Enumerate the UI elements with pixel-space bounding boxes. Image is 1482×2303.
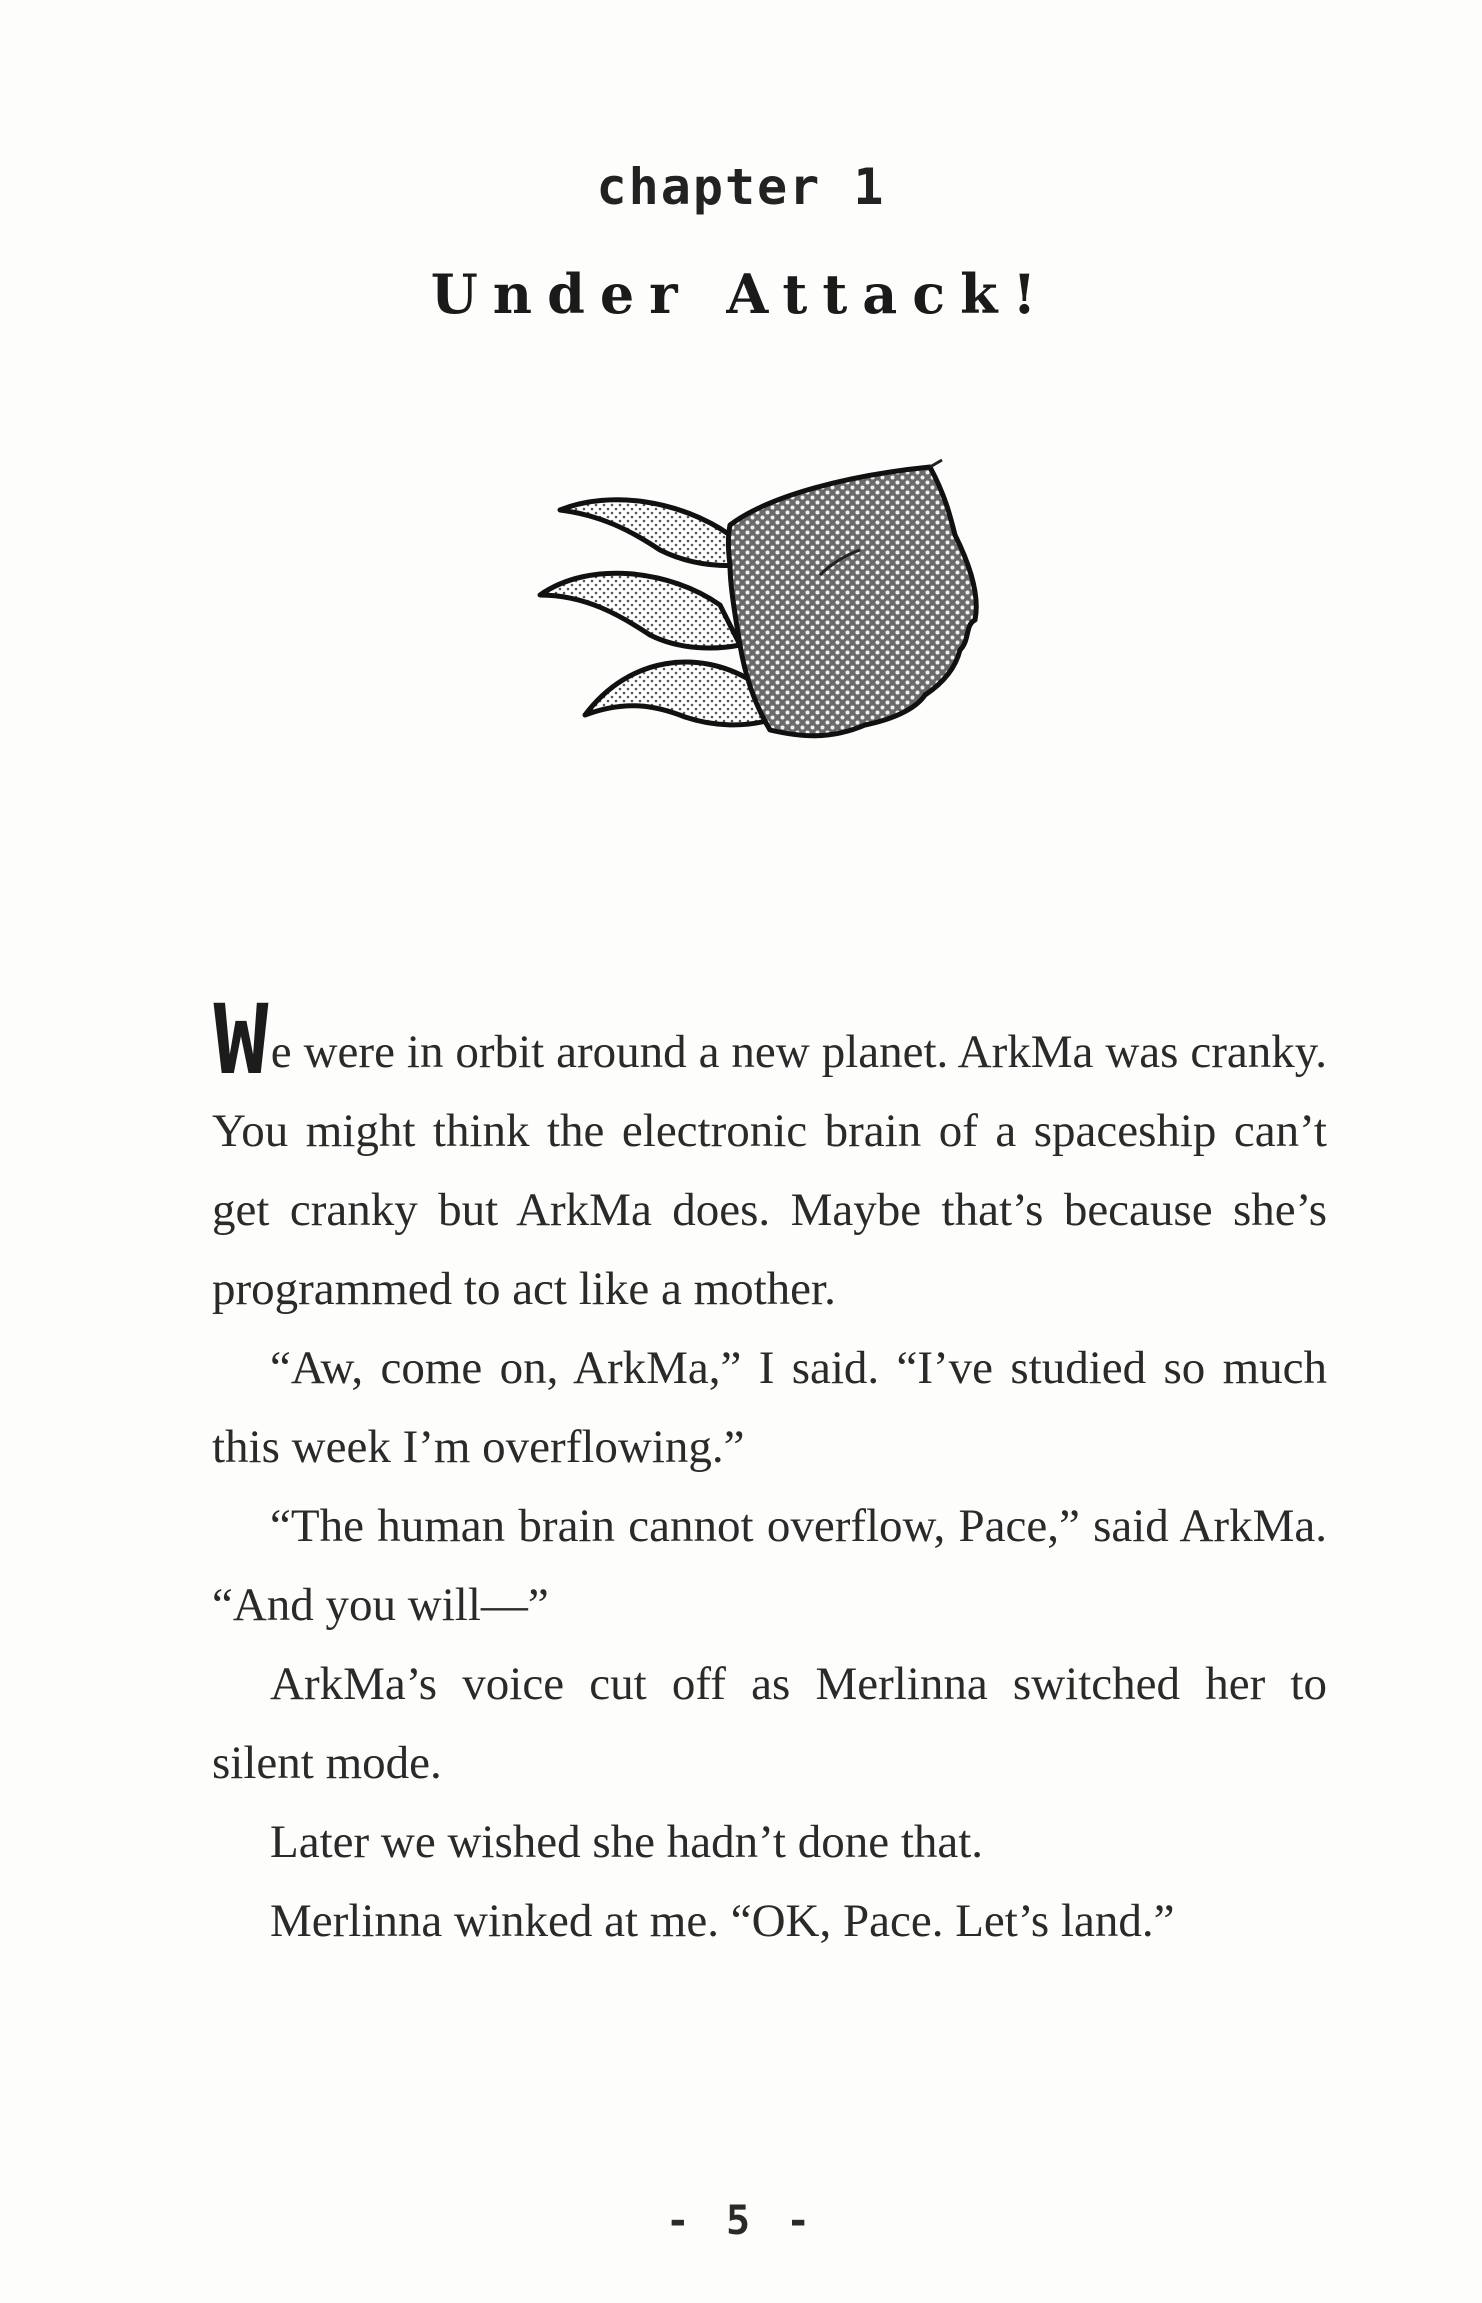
paragraph-4: ArkMa’s voice cut off as Merlinna switched her to silent mode.: [212, 1658, 1327, 1789]
paragraph-6: Merlinna winked at me. “OK, Pace. Let’s land.”: [270, 1895, 1175, 1947]
chapter-label: chapter 1: [596, 158, 886, 216]
drop-cap: W: [213, 984, 269, 1096]
paragraph-1: [212, 984, 1327, 1329]
page-number: - 5 -: [665, 2198, 817, 2244]
body-text: [212, 984, 1327, 1961]
paragraph-1-text: e were in orbit around a new planet. ArkMa was cranky. You might think the electronic brain of a spaceship can’t get cranky but ArkMa does. Maybe that’s because she’s programmed to act like a mother.: [212, 1026, 1327, 1315]
chapter-title: Under Attack!: [430, 262, 1052, 326]
paragraph-3: “The human brain cannot overflow, Pace,” said ArkMa. “And you will—”: [212, 1500, 1327, 1631]
paragraph-2: “Aw, come on, ArkMa,” I said. “I’ve studied so much this week I’m overflowing.”: [212, 1342, 1327, 1473]
paragraph-5: Later we wished she hadn’t done that.: [270, 1816, 984, 1868]
alien-claw-icon: [530, 455, 1020, 760]
